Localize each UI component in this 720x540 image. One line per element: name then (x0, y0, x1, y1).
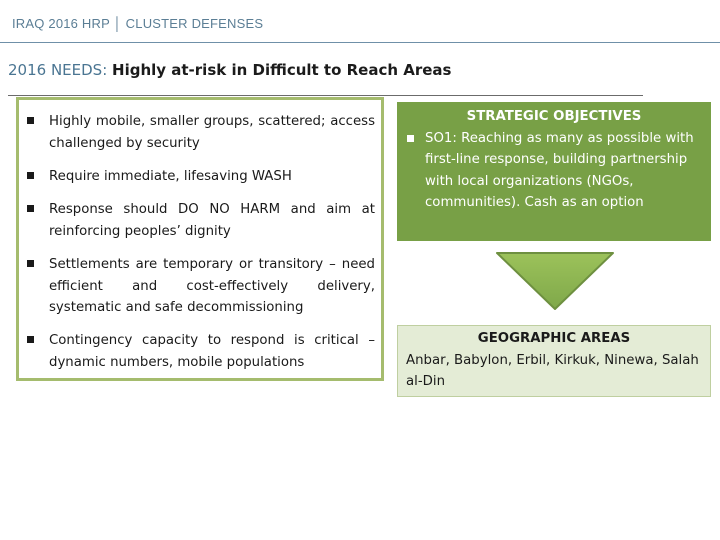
strategic-objective-text: SO1: Reaching as many as possible with first-line response, building partnership with local organizations (NGOs, communities). Cash as an option (425, 130, 694, 210)
header-divider (0, 42, 720, 43)
needs-bullet (27, 166, 375, 188)
strategic-objectives-heading: STRATEGIC OBJECTIVES (466, 109, 642, 124)
title-divider (8, 95, 643, 96)
bullet-square-icon (27, 117, 34, 124)
down-arrow-icon (493, 250, 617, 312)
needs-bullet-text: Settlements are temporary or transitory – need efficient and cost-effectively delivery, systematic and safe decommissioning (49, 257, 375, 315)
geographic-areas-box (397, 325, 711, 397)
bullet-square-icon (27, 260, 34, 267)
geographic-areas-list: Anbar, Babylon, Erbil, Kirkuk, Ninewa, Salah al-Din (406, 352, 699, 389)
needs-box (16, 97, 384, 381)
needs-bullet-text: Highly mobile, smaller groups, scattered; access challenged by security (49, 114, 375, 151)
slide-title (8, 61, 452, 79)
bullet-square-icon (407, 135, 414, 142)
needs-bullet-text: Require immediate, lifesaving WASH (49, 169, 292, 184)
needs-bullet-text: Response should DO NO HARM and aim at reinforcing peoples’ dignity (49, 202, 375, 239)
geographic-areas-heading: GEOGRAPHIC AREAS (477, 331, 631, 346)
bullet-square-icon (27, 205, 34, 212)
title-lead: 2016 NEEDS: (8, 61, 113, 79)
bullet-square-icon (27, 172, 34, 179)
title-emphasis: Highly at-risk in Difficult to Reach Areas (112, 61, 452, 79)
needs-bullet (27, 111, 375, 154)
strategic-objective-item (407, 128, 711, 214)
slide-header: IRAQ 2016 HRP │ CLUSTER DEFENSES (12, 16, 264, 31)
needs-bullet (27, 330, 375, 373)
bullet-square-icon (27, 336, 34, 343)
needs-bullet (27, 199, 375, 242)
strategic-objectives-box (397, 102, 711, 241)
needs-bullet-text: Contingency capacity to respond is critical – dynamic numbers, mobile populations (49, 333, 375, 370)
needs-bullet (27, 254, 375, 319)
